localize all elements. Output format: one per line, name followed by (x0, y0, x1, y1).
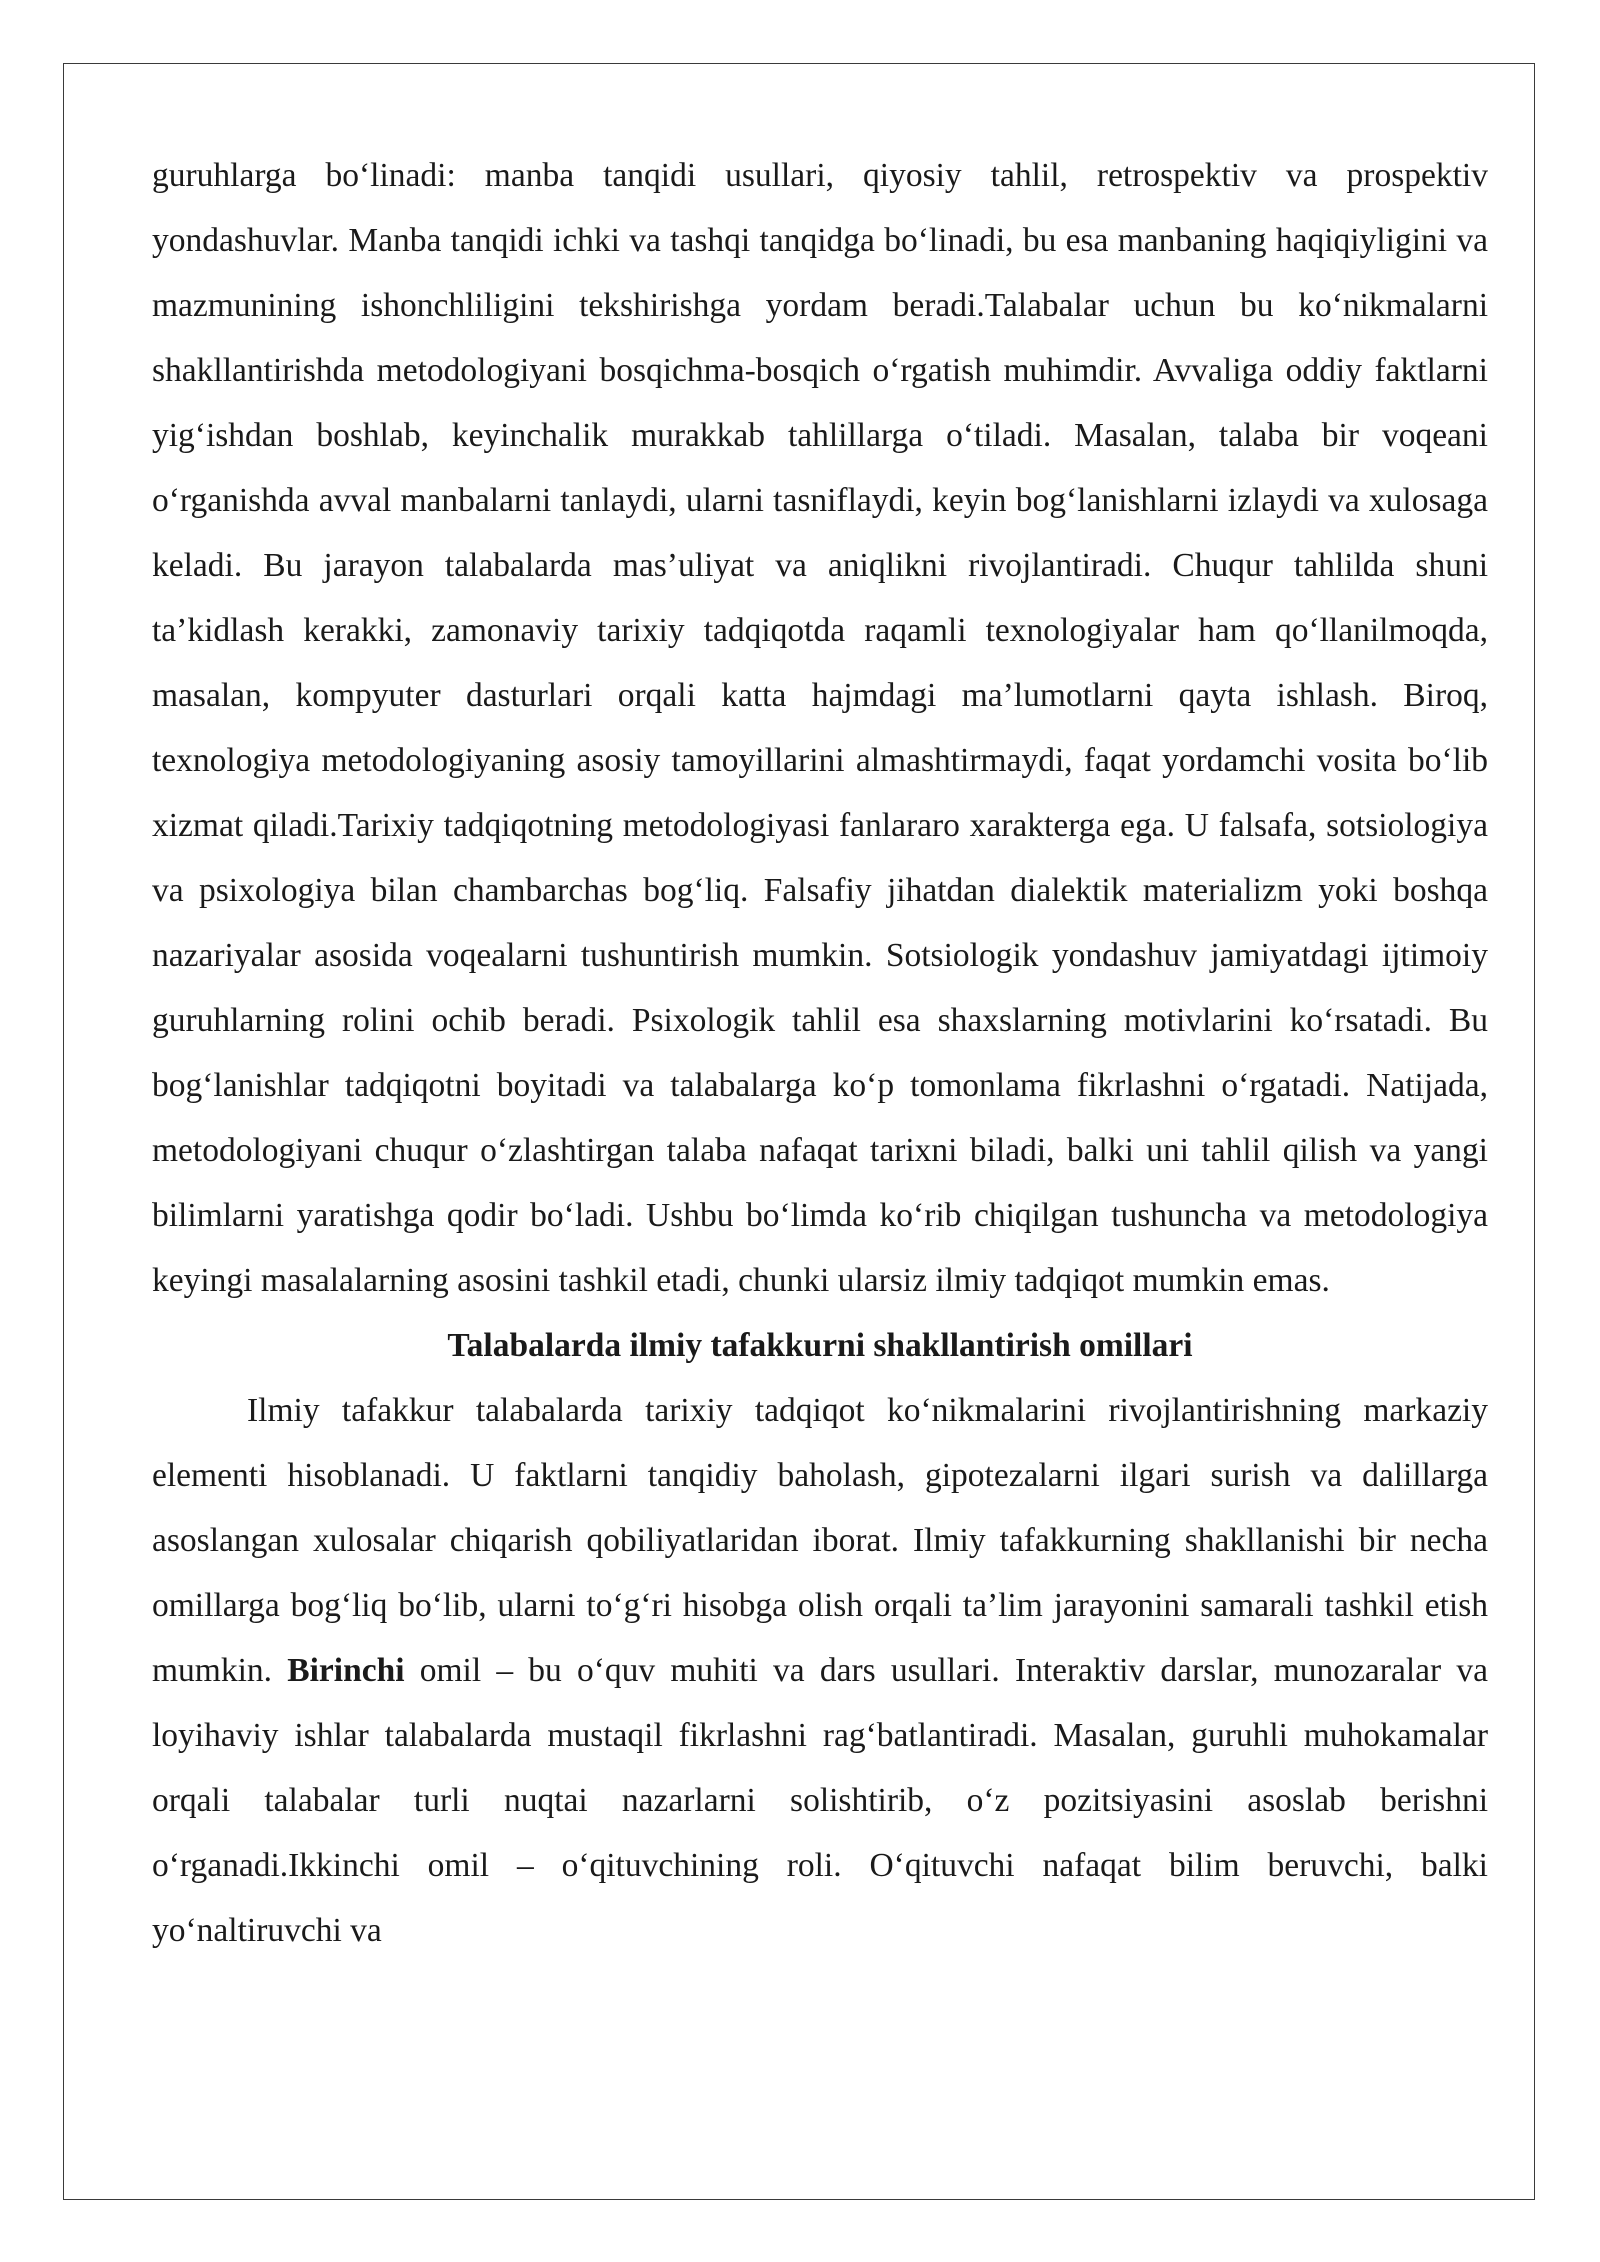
paragraph-2-text-end: omil – bu o‘quv muhiti va dars usullari. Interaktiv darslar, munozaralar va loyihaviy ishlar talabalarda mustaqil fikrlashni rag‘batlantiradi. Masalan, guruhli muhokamalar orqali talabalar turli nuqtai nazarlarni solishtirib, o‘z pozitsiyasini asoslab berishni o‘rganadi.Ikkinchi omil – o‘qituvchining roli. O‘qituvchi nafaqat bilim beruvchi, balki yo‘naltiruvchi va (152, 1652, 1488, 1949)
body-paragraph-1: guruhlarga bo‘linadi: manba tanqidi usullari, qiyosiy tahlil, retrospektiv va prospektiv yondashuvlar. Manba tanqidi ichki va tashqi tanqidga bo‘linadi, bu esa manbaning haqiqiyligini va mazmunining ishonchliligini tekshirishga yordam beradi.Talabalar uchun bu ko‘nikmalarni shakllantirishda metodologiyani bosqichma-bosqich o‘rgatish muhimdir. Avvaliga oddiy faktlarni yig‘ishdan boshlab, keyinchalik murakkab tahlillarga o‘tiladi. Masalan, talaba bir voqeani o‘rganishda avval manbalarni tanlaydi, ularni tasniflaydi, keyin bog‘lanishlarni izlaydi va xulosaga keladi. Bu jarayon talabalarda mas’uliyat va aniqlikni rivojlantiradi. Chuqur tahlilda shuni ta’kidlash kerakki, zamonaviy tarixiy tadqiqotda raqamli texnologiyalar ham qo‘llanilmoqda, masalan, kompyuter dasturlari orqali katta hajmdagi ma’lumotlarni qayta ishlash. Biroq, texnologiya metodologiyaning asosiy tamoyillarini almashtirmaydi, faqat yordamchi vosita bo‘lib xizmat qiladi.Tarixiy tadqiqotning metodologiyasi fanlararo xarakterga ega. U falsafa, sotsiologiya va psixologiya bilan chambarchas bog‘liq. Falsafiy jihatdan dialektik materializm yoki boshqa nazariyalar asosida voqealarni tushuntirish mumkin. Sotsiologik yondashuv jamiyatdagi ijtimoiy guruhlarning rolini ochib beradi. Psixologik tahlil esa shaxslarning motivlarini ko‘rsatadi. Bu bog‘lanishlar tadqiqotni boyitadi va talabalarga ko‘p tomonlama fikrlashni o‘rgatadi. Natijada, metodologiyani chuqur o‘zlashtirgan talaba nafaqat tarixni biladi, balki uni tahlil qilish va yangi bilimlarni yaratishga qodir bo‘ladi. Ushbu bo‘limda ko‘rib chiqilgan tushuncha va metodologiya keyingi masalalarning asosini tashkil etadi, chunki ularsiz ilmiy tadqiqot mumkin emas. (152, 157, 1488, 1299)
document-body (152, 143, 1488, 1963)
section-heading: Talabalarda ilmiy tafakkurni shakllantirish omillari (447, 1327, 1193, 1364)
body-paragraph-2 (152, 1378, 1488, 1963)
paragraph-2-bold-word: Birinchi (287, 1652, 405, 1689)
paragraph-2-text-start: Ilmiy tafakkur talabalarda tarixiy tadqiqot ko‘nikmalarini rivojlantirishning markaziy elementi hisoblanadi. U faktlarni tanqidiy baholash, gipotezalarni ilgari surish va dalillarga asoslangan xulosalar chiqarish qobiliyatlaridan iborat. Ilmiy tafakkurning shakllanishi bir necha omillarga bog‘liq bo‘lib, ularni to‘g‘ri hisobga olish orqali ta’lim jarayonini samarali tashkil etish mumkin. (152, 1392, 1488, 1689)
